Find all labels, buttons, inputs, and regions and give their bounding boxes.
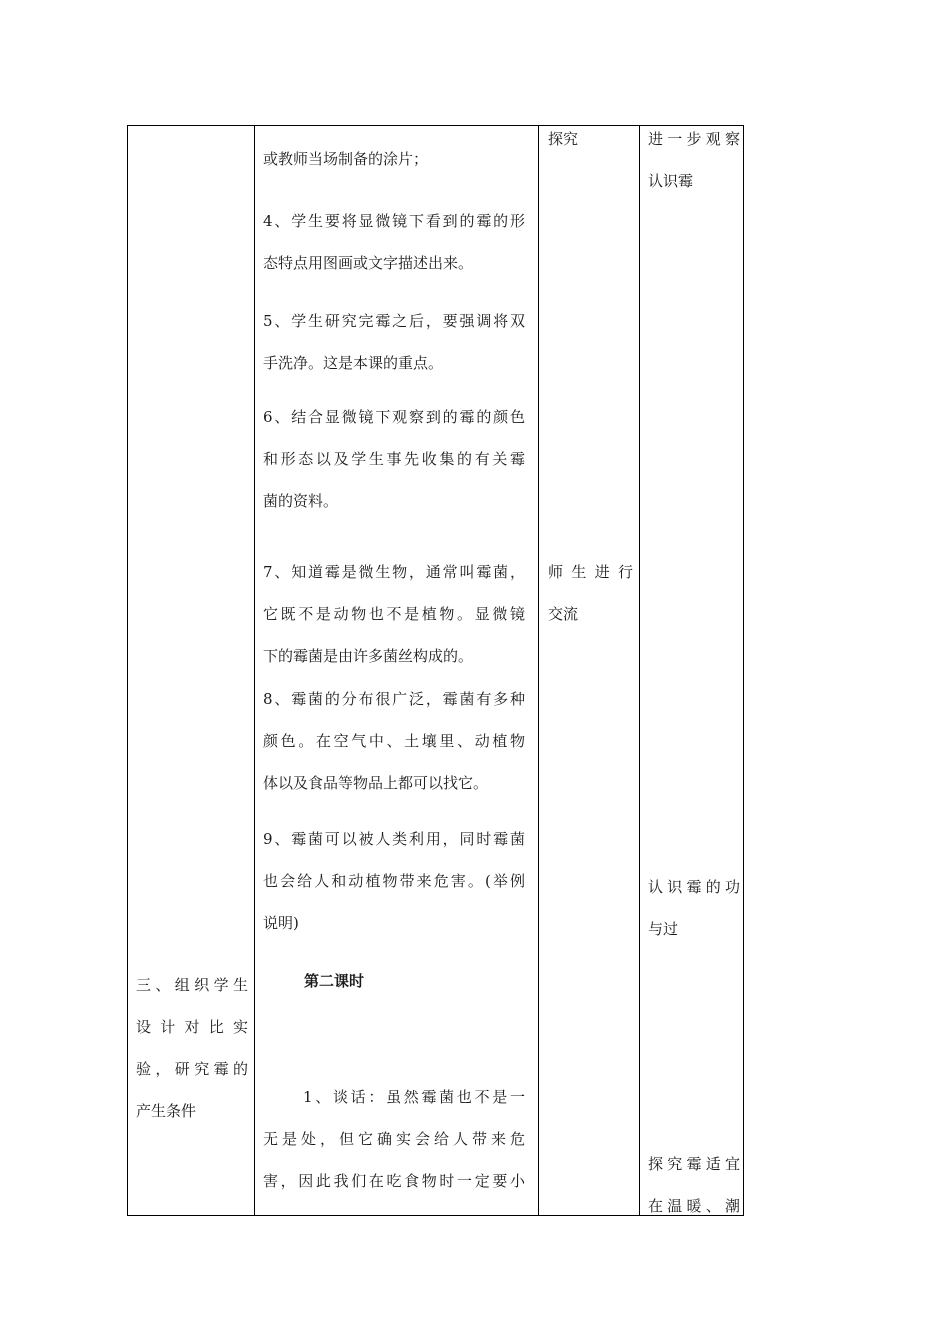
content-item-9-line-2: 也会给人和动植物带来危害。(举例 <box>263 872 525 890</box>
content-item-7 <box>263 551 525 677</box>
content-item-4-line-2: 态特点用图画或文字描述出来。 <box>263 254 474 272</box>
purpose-explore <box>648 1143 740 1227</box>
content-item-5-line-2: 手洗净。这是本课的重点。 <box>263 354 444 372</box>
content-item-4 <box>263 200 525 284</box>
content-item-8-line-2: 颜色。在空气中、土壤里、动植物 <box>263 732 525 750</box>
content-item-6 <box>263 396 525 522</box>
content-item-4-line-1: 4、学生要将显微镜下看到的霉的形 <box>263 212 525 230</box>
content-item-6-line-2: 和形态以及学生事先收集的有关霉 <box>263 450 525 468</box>
content-item-9-line-1: 9、霉菌可以被人类利用，同时霉菌 <box>263 830 525 848</box>
mode-exchange-line-2: 交流 <box>548 605 579 623</box>
content-item-8-line-1: 8、霉菌的分布很广泛，霉菌有多种 <box>263 690 525 708</box>
content-item-5 <box>263 300 525 384</box>
purpose-explore-line-1: 探究霉适宜 <box>648 1155 740 1173</box>
content-item-8 <box>263 678 525 804</box>
stage-three-line-4: 产生条件 <box>136 1102 197 1120</box>
mode-exchange-line-1: 师生进行 <box>548 563 633 581</box>
content-line-slide: 或教师当场制备的涂片； <box>263 150 429 168</box>
content-item-7-line-3: 下的霉菌是由许多菌丝构成的。 <box>263 647 474 665</box>
column-divider-2 <box>538 126 539 1215</box>
purpose-observe <box>648 118 740 202</box>
purpose-merit-line-1: 认识霉的功 <box>648 878 740 896</box>
stage-three-line-1: 三、组织学生 <box>136 976 248 994</box>
lesson-plan-table <box>127 125 744 1216</box>
talk-line-2: 无是处，但它确实会给人带来危 <box>263 1130 525 1148</box>
column-divider-1 <box>254 126 255 1215</box>
content-item-6-line-1: 6、结合显微镜下观察到的霉的颜色 <box>263 408 525 426</box>
content-item-5-line-1: 5、学生研究完霉之后，要强调将双 <box>263 312 525 330</box>
stage-three-line-2: 设计对比实 <box>136 1018 248 1036</box>
content-item-7-line-2: 它既不是动物也不是植物。显微镜 <box>263 605 525 623</box>
purpose-merit-line-2: 与过 <box>648 920 679 938</box>
lesson-2-heading: 第二课时 <box>304 972 365 990</box>
stage-three-line-3: 验，研究霉的 <box>136 1060 248 1078</box>
purpose-explore-line-2: 在温暖、潮 <box>648 1197 740 1215</box>
content-item-7-line-1: 7、知道霉是微生物，通常叫霉菌， <box>263 563 525 581</box>
content-item-9-line-3: 说明) <box>263 914 299 932</box>
talk-line-3: 害，因此我们在吃食物时一定要小 <box>263 1172 525 1190</box>
content-item-9 <box>263 818 525 944</box>
purpose-merit <box>648 866 740 950</box>
mode-exchange <box>548 551 633 635</box>
purpose-observe-line-2: 认识霉 <box>648 172 694 190</box>
column-divider-3 <box>639 126 640 1215</box>
purpose-observe-line-1: 进一步观察 <box>648 130 740 148</box>
stage-three <box>136 964 248 1132</box>
mode-explore: 探究 <box>548 130 579 148</box>
content-item-6-line-3: 菌的资料。 <box>263 492 339 510</box>
content-item-8-line-3: 体以及食品等物品上都可以找它。 <box>263 774 489 792</box>
talk-paragraph <box>263 1076 525 1202</box>
talk-line-1: 1、谈话：虽然霉菌也不是一 <box>303 1088 525 1106</box>
